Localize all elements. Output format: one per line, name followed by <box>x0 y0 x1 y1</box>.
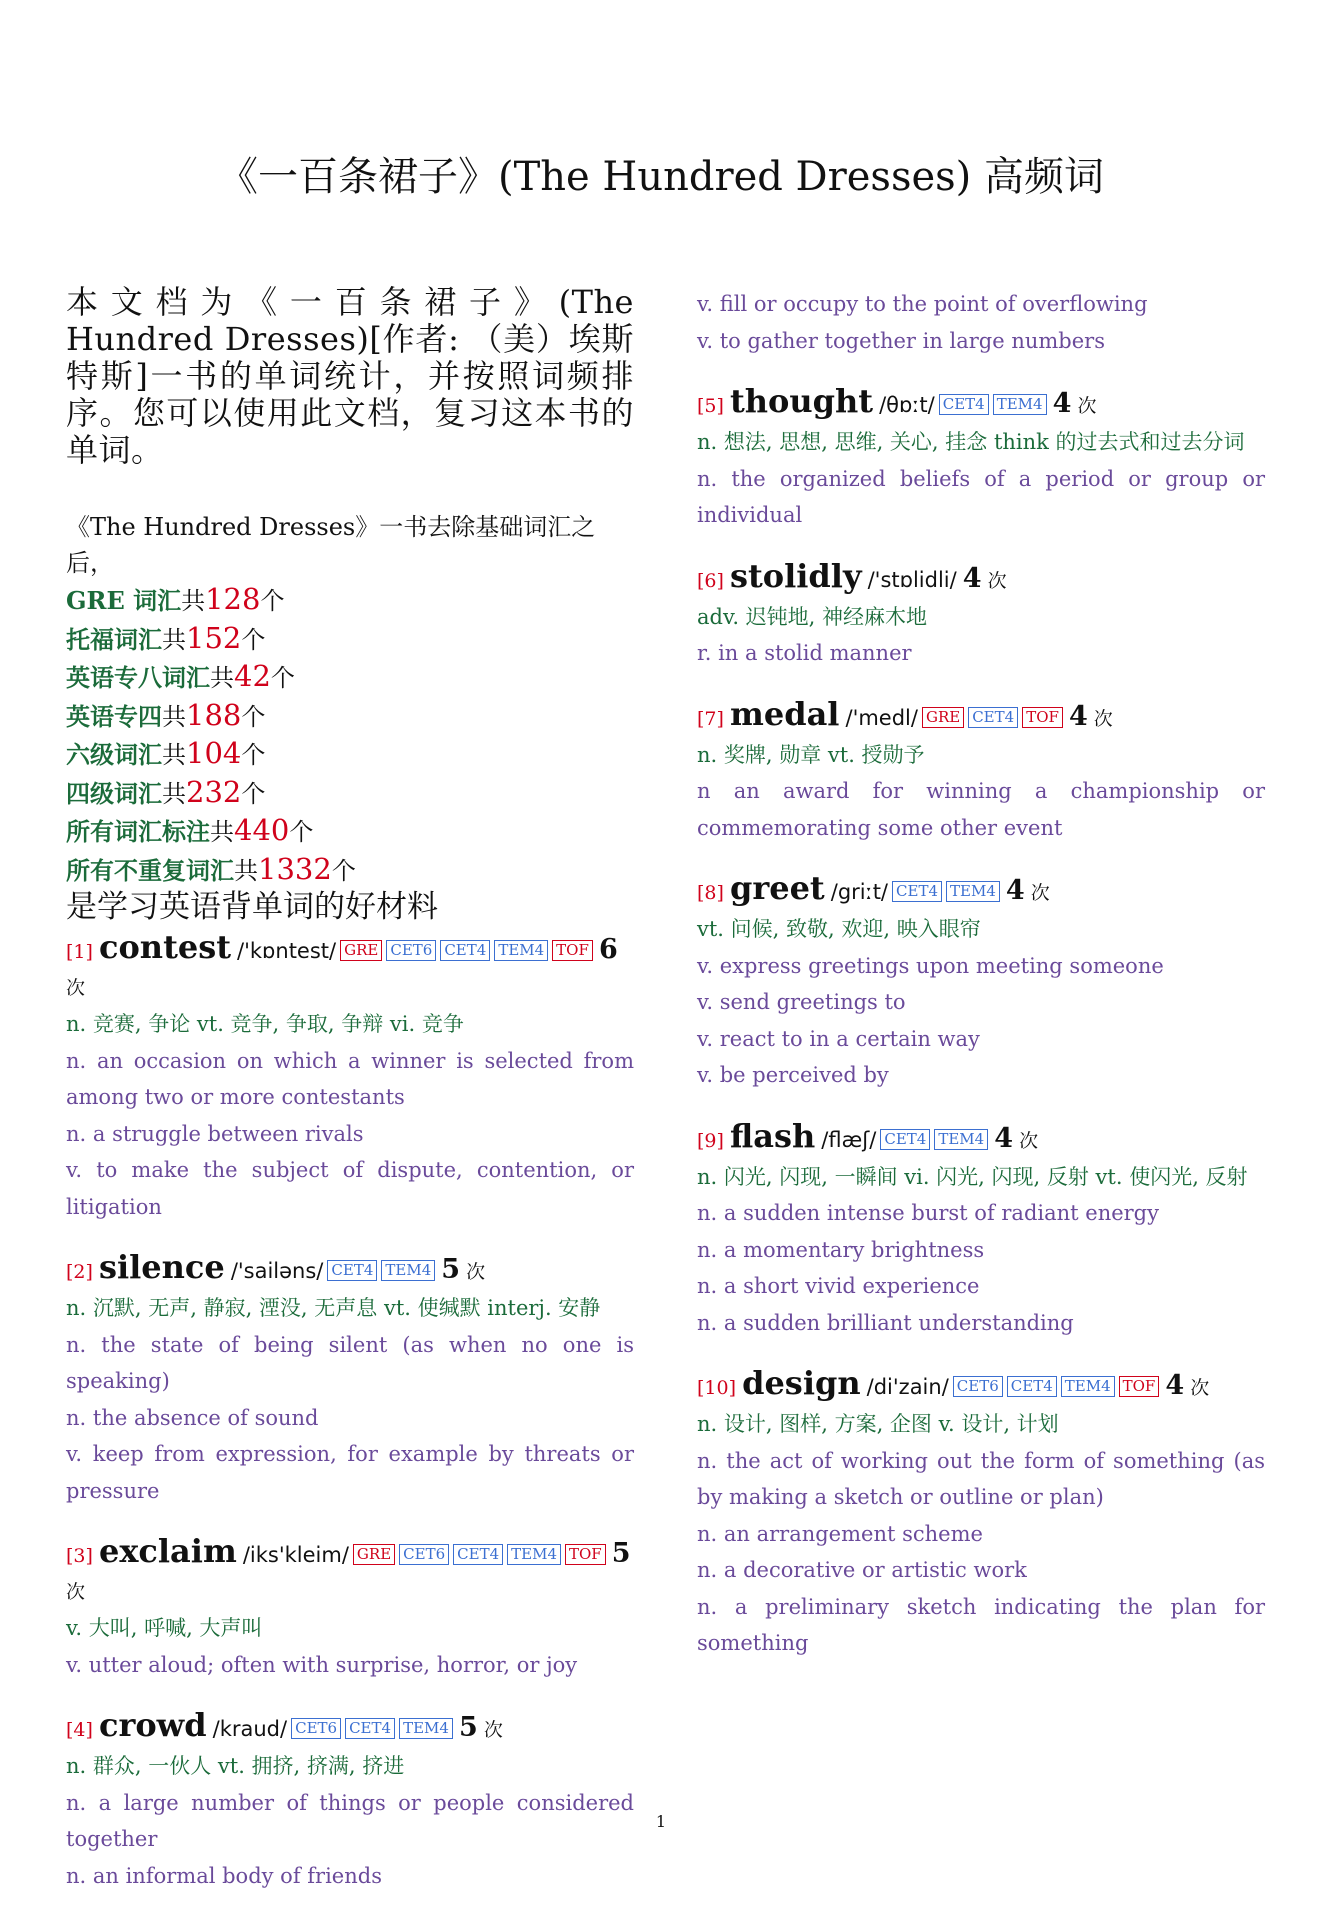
entry-header <box>697 1118 1265 1159</box>
entry-word: exclaim <box>98 1532 237 1570</box>
frequency-number: 4 <box>1005 875 1025 906</box>
right-column <box>697 286 1265 1686</box>
stat-label: 英语专八词汇 <box>66 663 210 692</box>
definition-english: v. to make the subject of dispute, contention, or litigation <box>66 1158 634 1219</box>
stat-label: 托福词汇 <box>66 624 162 654</box>
definition-english: n. an arrangement scheme <box>697 1521 983 1546</box>
entry-phonetic: /'medl/ <box>845 705 918 730</box>
stat-label: 所有词汇标注 <box>66 817 210 846</box>
frequency-number: 5 <box>611 1538 631 1569</box>
stat-unit: 个 <box>289 818 314 846</box>
level-tag: TOF <box>1119 1376 1160 1397</box>
entry-frequency <box>1000 875 1050 906</box>
entry-frequency <box>988 1122 1039 1154</box>
definition-chinese: n. 奖牌, 勋章 vt. 授勋予 <box>697 742 925 767</box>
entry-phonetic: /griːt/ <box>830 880 889 904</box>
definition-chinese: n. 沉默, 无声, 静寂, 湮没, 无声息 vt. 使缄默 interj. 安静 <box>66 1296 601 1320</box>
entry-index: [9] <box>697 1129 724 1152</box>
entry-word: crowd <box>98 1706 207 1744</box>
entry-word: greet <box>729 869 825 907</box>
word-entry <box>697 1365 1265 1662</box>
stat-row <box>66 774 634 813</box>
word-entry <box>697 383 1265 534</box>
stat-unit: 个 <box>260 587 285 615</box>
level-tag: CET4 <box>345 1718 395 1739</box>
level-tag: TEM4 <box>507 1544 561 1565</box>
entry-frequency <box>453 1712 503 1743</box>
level-tag: GRE <box>340 940 382 961</box>
entry-header <box>66 1707 634 1748</box>
definition-chinese: n. 竞赛, 争论 vt. 竞争, 争取, 争辩 vi. 竞争 <box>66 1012 464 1036</box>
level-tag: CET6 <box>953 1376 1003 1397</box>
entry-header <box>697 383 1265 424</box>
stat-unit: 个 <box>241 741 266 769</box>
word-entry <box>697 1118 1265 1342</box>
definition-english: n. a momentary brightness <box>697 1237 985 1262</box>
entry-index: [1] <box>66 941 93 963</box>
stat-mid: 共 <box>210 664 234 692</box>
definition-english: n. a sudden brilliant understanding <box>697 1310 1074 1335</box>
stat-row <box>66 812 634 851</box>
frequency-number: 4 <box>1165 1370 1185 1401</box>
level-tag: TEM4 <box>381 1260 435 1281</box>
level-tag: CET4 <box>968 707 1018 728</box>
entry-phonetic: /kraud/ <box>212 1717 288 1741</box>
entry-phonetic: /θɒːt/ <box>879 393 935 417</box>
stat-label: 四级词汇 <box>66 778 162 808</box>
level-tag: GRE <box>922 707 964 728</box>
word-entry <box>697 558 1265 672</box>
stat-row <box>66 620 634 659</box>
level-tag: CET6 <box>399 1544 449 1565</box>
level-tag: TOF <box>565 1544 606 1565</box>
level-tag: CET6 <box>291 1718 341 1739</box>
level-tag: TEM4 <box>494 940 548 961</box>
entry-word: thought <box>729 382 874 420</box>
level-tag: CET4 <box>453 1544 503 1565</box>
entry-phonetic: /di'zain/ <box>866 1375 949 1399</box>
stat-mid: 共 <box>234 856 258 885</box>
level-tag: TEM4 <box>993 394 1047 415</box>
stat-number: 188 <box>186 697 242 732</box>
entry-word: flash <box>729 1116 816 1155</box>
definition-chinese: adv. 迟钝地, 神经麻木地 <box>697 604 928 629</box>
definition-english: n. the absence of sound <box>66 1405 319 1430</box>
level-tag: CET4 <box>440 940 490 961</box>
frequency-number: 5 <box>458 1712 478 1743</box>
stats-list <box>66 581 634 889</box>
stat-number: 152 <box>186 620 242 655</box>
entry-frequency <box>1063 700 1113 732</box>
stat-row <box>66 697 634 736</box>
stat-number: 128 <box>205 582 261 616</box>
entry-header <box>66 1533 634 1610</box>
entry-index: [5] <box>697 395 724 417</box>
frequency-number: 4 <box>1068 700 1088 732</box>
continued-definitions <box>697 286 1265 359</box>
stats-footer: 是学习英语背单词的好材料 <box>66 889 438 925</box>
frequency-unit: 次 <box>1077 395 1097 417</box>
frequency-unit: 次 <box>1093 707 1113 730</box>
entry-word: design <box>742 1364 861 1402</box>
definition-english: v. fill or occupy to the point of overflowing <box>697 292 1148 316</box>
word-entry <box>697 870 1265 1094</box>
stat-label: 六级词汇 <box>66 740 162 769</box>
level-tag: CET4 <box>1007 1376 1057 1397</box>
definition-english: n. a large number of things or people considered together <box>66 1790 634 1851</box>
frequency-unit: 次 <box>66 1581 86 1603</box>
level-tag: CET4 <box>327 1260 377 1281</box>
entry-phonetic: /flæʃ/ <box>821 1127 877 1152</box>
stat-unit: 个 <box>241 779 266 808</box>
stat-row <box>66 851 634 890</box>
entry-frequency <box>1047 388 1097 419</box>
definition-chinese: n. 想法, 思想, 思维, 关心, 挂念 think 的过去式和过去分词 <box>697 430 1245 454</box>
entry-header <box>697 558 1265 599</box>
stat-number: 232 <box>186 774 242 809</box>
word-entry <box>66 1533 634 1683</box>
stat-row <box>66 658 634 697</box>
definition-chinese: vt. 问候, 致敬, 欢迎, 映入眼帘 <box>697 917 981 941</box>
entry-frequency <box>1159 1370 1210 1401</box>
stat-unit: 个 <box>270 664 295 692</box>
definition-english: n. an informal body of friends <box>66 1863 382 1888</box>
definition-chinese: n. 群众, 一伙人 vt. 拥挤, 挤满, 挤进 <box>66 1754 405 1778</box>
definition-english: v. be perceived by <box>697 1063 889 1087</box>
stat-number: 440 <box>234 813 290 847</box>
stat-label: 英语专四 <box>66 701 162 731</box>
right-word-entries <box>697 383 1265 1662</box>
entry-frequency <box>957 562 1007 594</box>
level-tag: TEM4 <box>399 1718 453 1739</box>
definition-english: v. react to in a certain way <box>697 1026 980 1051</box>
entry-index: [3] <box>66 1545 93 1567</box>
definition-english: n an award for winning a championship or commemorating some other event <box>697 779 1265 840</box>
entry-word: silence <box>98 1248 225 1286</box>
word-entry <box>66 929 634 1225</box>
entry-header <box>66 929 634 1006</box>
word-entry <box>66 1707 634 1894</box>
level-tag: TOF <box>1022 707 1063 728</box>
entry-header <box>66 1249 634 1290</box>
level-tag: TEM4 <box>934 1129 988 1150</box>
stat-label: 所有不重复词汇 <box>66 855 234 885</box>
level-tag: GRE <box>353 1544 395 1565</box>
stat-mid: 共 <box>162 702 186 731</box>
left-word-entries <box>66 929 634 1894</box>
entry-word: medal <box>729 694 840 733</box>
entry-header <box>697 1365 1265 1406</box>
entry-phonetic: /'kɒntest/ <box>237 939 337 963</box>
left-column <box>66 284 634 1918</box>
stat-mid: 共 <box>210 818 234 846</box>
entry-phonetic: /'stɒlidli/ <box>867 567 957 592</box>
frequency-number: 5 <box>441 1254 461 1285</box>
stat-mid: 共 <box>181 587 206 615</box>
frequency-number: 4 <box>1052 388 1072 419</box>
stat-unit: 个 <box>331 856 356 885</box>
entry-index: [4] <box>66 1719 93 1741</box>
page-number: 1 <box>655 1812 667 1831</box>
frequency-number: 6 <box>598 934 618 965</box>
level-tag: CET4 <box>939 394 989 415</box>
entry-header <box>697 696 1265 737</box>
definition-english: n. the organized beliefs of a period or group or individual <box>697 466 1265 527</box>
stat-number: 42 <box>234 659 271 693</box>
definition-english: v. to gather together in large numbers <box>697 328 1105 353</box>
stat-unit: 个 <box>241 702 266 731</box>
entry-phonetic: /iks'kleim/ <box>242 1543 349 1567</box>
definition-english: n. a struggle between rivals <box>66 1121 364 1146</box>
entry-word: contest <box>98 928 231 966</box>
stat-label: GRE 词汇 <box>66 586 182 615</box>
frequency-unit: 次 <box>1190 1377 1210 1399</box>
definition-english: n. a short vivid experience <box>697 1274 980 1298</box>
intro-paragraph: 本文档为《一百条裙子》(The Hundred Dresses)[作者: （美）埃斯特斯]一书的单词统计，并按照词频排序。您可以使用此文档，复习这本书的单词。 <box>66 283 634 469</box>
entry-header <box>697 870 1265 911</box>
level-tag: TOF <box>552 940 593 961</box>
stat-number: 104 <box>186 736 242 770</box>
frequency-unit: 次 <box>1030 882 1050 904</box>
level-tag: CET4 <box>880 1129 930 1150</box>
definition-english: v. express greetings upon meeting someone <box>697 953 1164 978</box>
stat-mid: 共 <box>162 625 186 654</box>
definition-english: n. the act of working out the form of something (as by making a sketch or outline or plan) <box>697 1448 1265 1509</box>
stat-row <box>66 735 634 774</box>
entry-index: [6] <box>697 569 724 592</box>
level-tag: TEM4 <box>1061 1376 1115 1397</box>
frequency-number: 4 <box>994 1122 1014 1154</box>
frequency-unit: 次 <box>466 1261 486 1283</box>
definition-english: n. an occasion on which a winner is selected from among two or more contestants <box>66 1048 634 1109</box>
level-tag: CET4 <box>892 881 942 902</box>
stat-mid: 共 <box>162 741 186 769</box>
definition-chinese: v. 大叫, 呼喊, 大声叫 <box>66 1616 263 1640</box>
definition-english: n. the state of being silent (as when no one is speaking) <box>66 1332 634 1393</box>
stats-heading: 《The Hundred Dresses》一书去除基础词汇之后， <box>66 513 596 577</box>
entry-index: [7] <box>697 707 724 730</box>
definition-english: n. a decorative or artistic work <box>697 1558 1027 1582</box>
stat-mid: 共 <box>162 779 186 808</box>
frequency-unit: 次 <box>483 1719 503 1741</box>
level-tag: TEM4 <box>946 881 1000 902</box>
level-tag: CET6 <box>386 940 436 961</box>
frequency-unit: 次 <box>987 569 1007 592</box>
word-entry <box>697 696 1265 847</box>
definition-english: v. utter aloud; often with surprise, horror, or joy <box>66 1652 578 1677</box>
entry-index: [2] <box>66 1261 93 1283</box>
definition-chinese: n. 闪光, 闪现, 一瞬间 vi. 闪光, 闪现, 反射 vt. 使闪光, 反射 <box>697 1164 1248 1189</box>
entry-word: stolidly <box>729 556 862 595</box>
frequency-unit: 次 <box>66 977 86 999</box>
frequency-number: 4 <box>962 562 982 594</box>
entry-index: [10] <box>697 1377 737 1399</box>
document-title: 《一百条裙子》(The Hundred Dresses) 高频词 <box>218 154 1104 200</box>
definition-english: v. keep from expression, for example by threats or pressure <box>66 1442 634 1503</box>
definition-english: n. a preliminary sketch indicating the plan for something <box>697 1594 1265 1655</box>
entry-index: [8] <box>697 882 724 904</box>
definition-english: r. in a stolid manner <box>697 641 912 665</box>
entry-frequency <box>435 1254 486 1285</box>
definition-english: n. a sudden intense burst of radiant energy <box>697 1201 1159 1225</box>
stat-row <box>66 581 634 620</box>
word-entry <box>66 1249 634 1509</box>
entry-phonetic: /'sailəns/ <box>230 1259 324 1283</box>
frequency-unit: 次 <box>1019 1129 1039 1152</box>
stat-number: 1332 <box>258 851 332 886</box>
definition-english: v. send greetings to <box>697 990 906 1014</box>
stat-unit: 个 <box>241 625 266 654</box>
definition-chinese: n. 设计, 图样, 方案, 企图 v. 设计, 计划 <box>697 1412 1059 1436</box>
